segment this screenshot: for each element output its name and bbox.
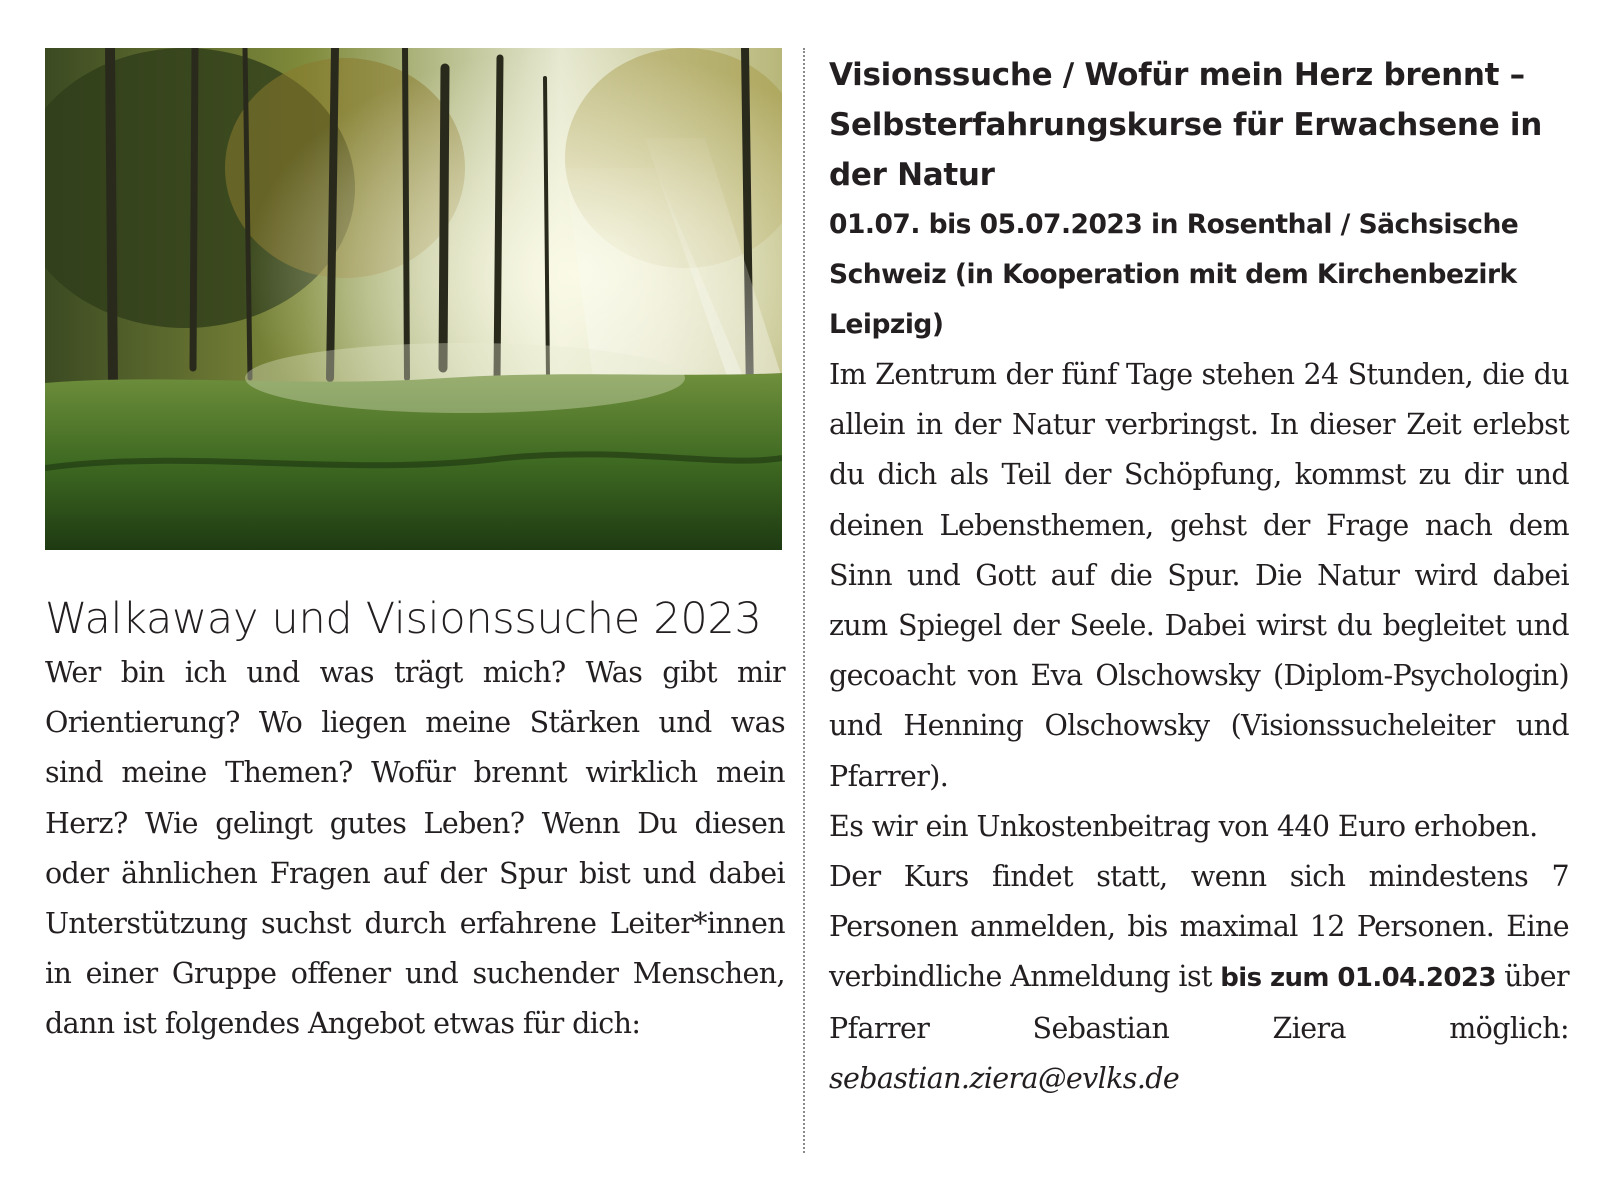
course-heading: Visionssuche / Wofür mein Herz brennt – Selbsterfahrungskurse für Erwachsene in der Natur [829, 57, 1543, 193]
forest-photo [45, 48, 782, 550]
registration-deadline: bis zum 01.04.2023 [1220, 963, 1496, 994]
right-column [829, 50, 1569, 1104]
registration-text-b: über Pfarrer Sebastian Ziera möglich: [829, 960, 1569, 1045]
contact-email-link[interactable]: sebastian.ziera@evlks.de [829, 1061, 1180, 1095]
column-divider [803, 48, 805, 1153]
course-fee: Es wir ein Unkostenbeitrag von 440 Euro erhoben. [829, 809, 1538, 843]
course-description: Im Zentrum der fünf Tage stehen 24 Stunden, die du allein in der Natur verbringst. In dieser Zeit erlebst du dich als Teil der Schöpfung, kommst zu dir und deinen Lebensthemen, gehst der Frage nach dem Sinn und Gott auf die Spur. Die Natur wird dabei zum Spiegel der Seele. Dabei wirst du begleitet und gecoacht von Eva Olschowsky (Diplom-Psychologin) und Henning Olschowsky (Visionssucheleiter und Pfarrer). [829, 358, 1569, 793]
left-heading: Walkaway und Visionssuche 2023 [45, 594, 762, 644]
left-column [45, 596, 785, 1050]
course-date-line: 01.07. bis 05.07.2023 in Rosenthal / Sächsische Schweiz (in Kooperation mit dem Kirchenbezirk Leipzig) [829, 209, 1519, 340]
course-registration [829, 852, 1569, 1104]
registration-text-a: Der Kurs findet statt, wenn sich mindestens 7 Personen anmelden, bis maximal 12 Personen. Eine verbindliche Anmeldung ist [829, 860, 1569, 994]
left-paragraph: Wer bin ich und was trägt mich? Was gibt mir Orientierung? Wo liegen meine Stärken und was sind meine Themen? Wofür brennt wirklich mein Herz? Wie gelingt gutes Leben? Wenn Du diesen oder ähnlichen Fragen auf der Spur bist und dabei Unterstützung suchst durch erfahrene Leiter*innen in einer Gruppe offener und suchender Menschen, dann ist folgendes Angebot etwas für dich: [45, 656, 785, 1041]
